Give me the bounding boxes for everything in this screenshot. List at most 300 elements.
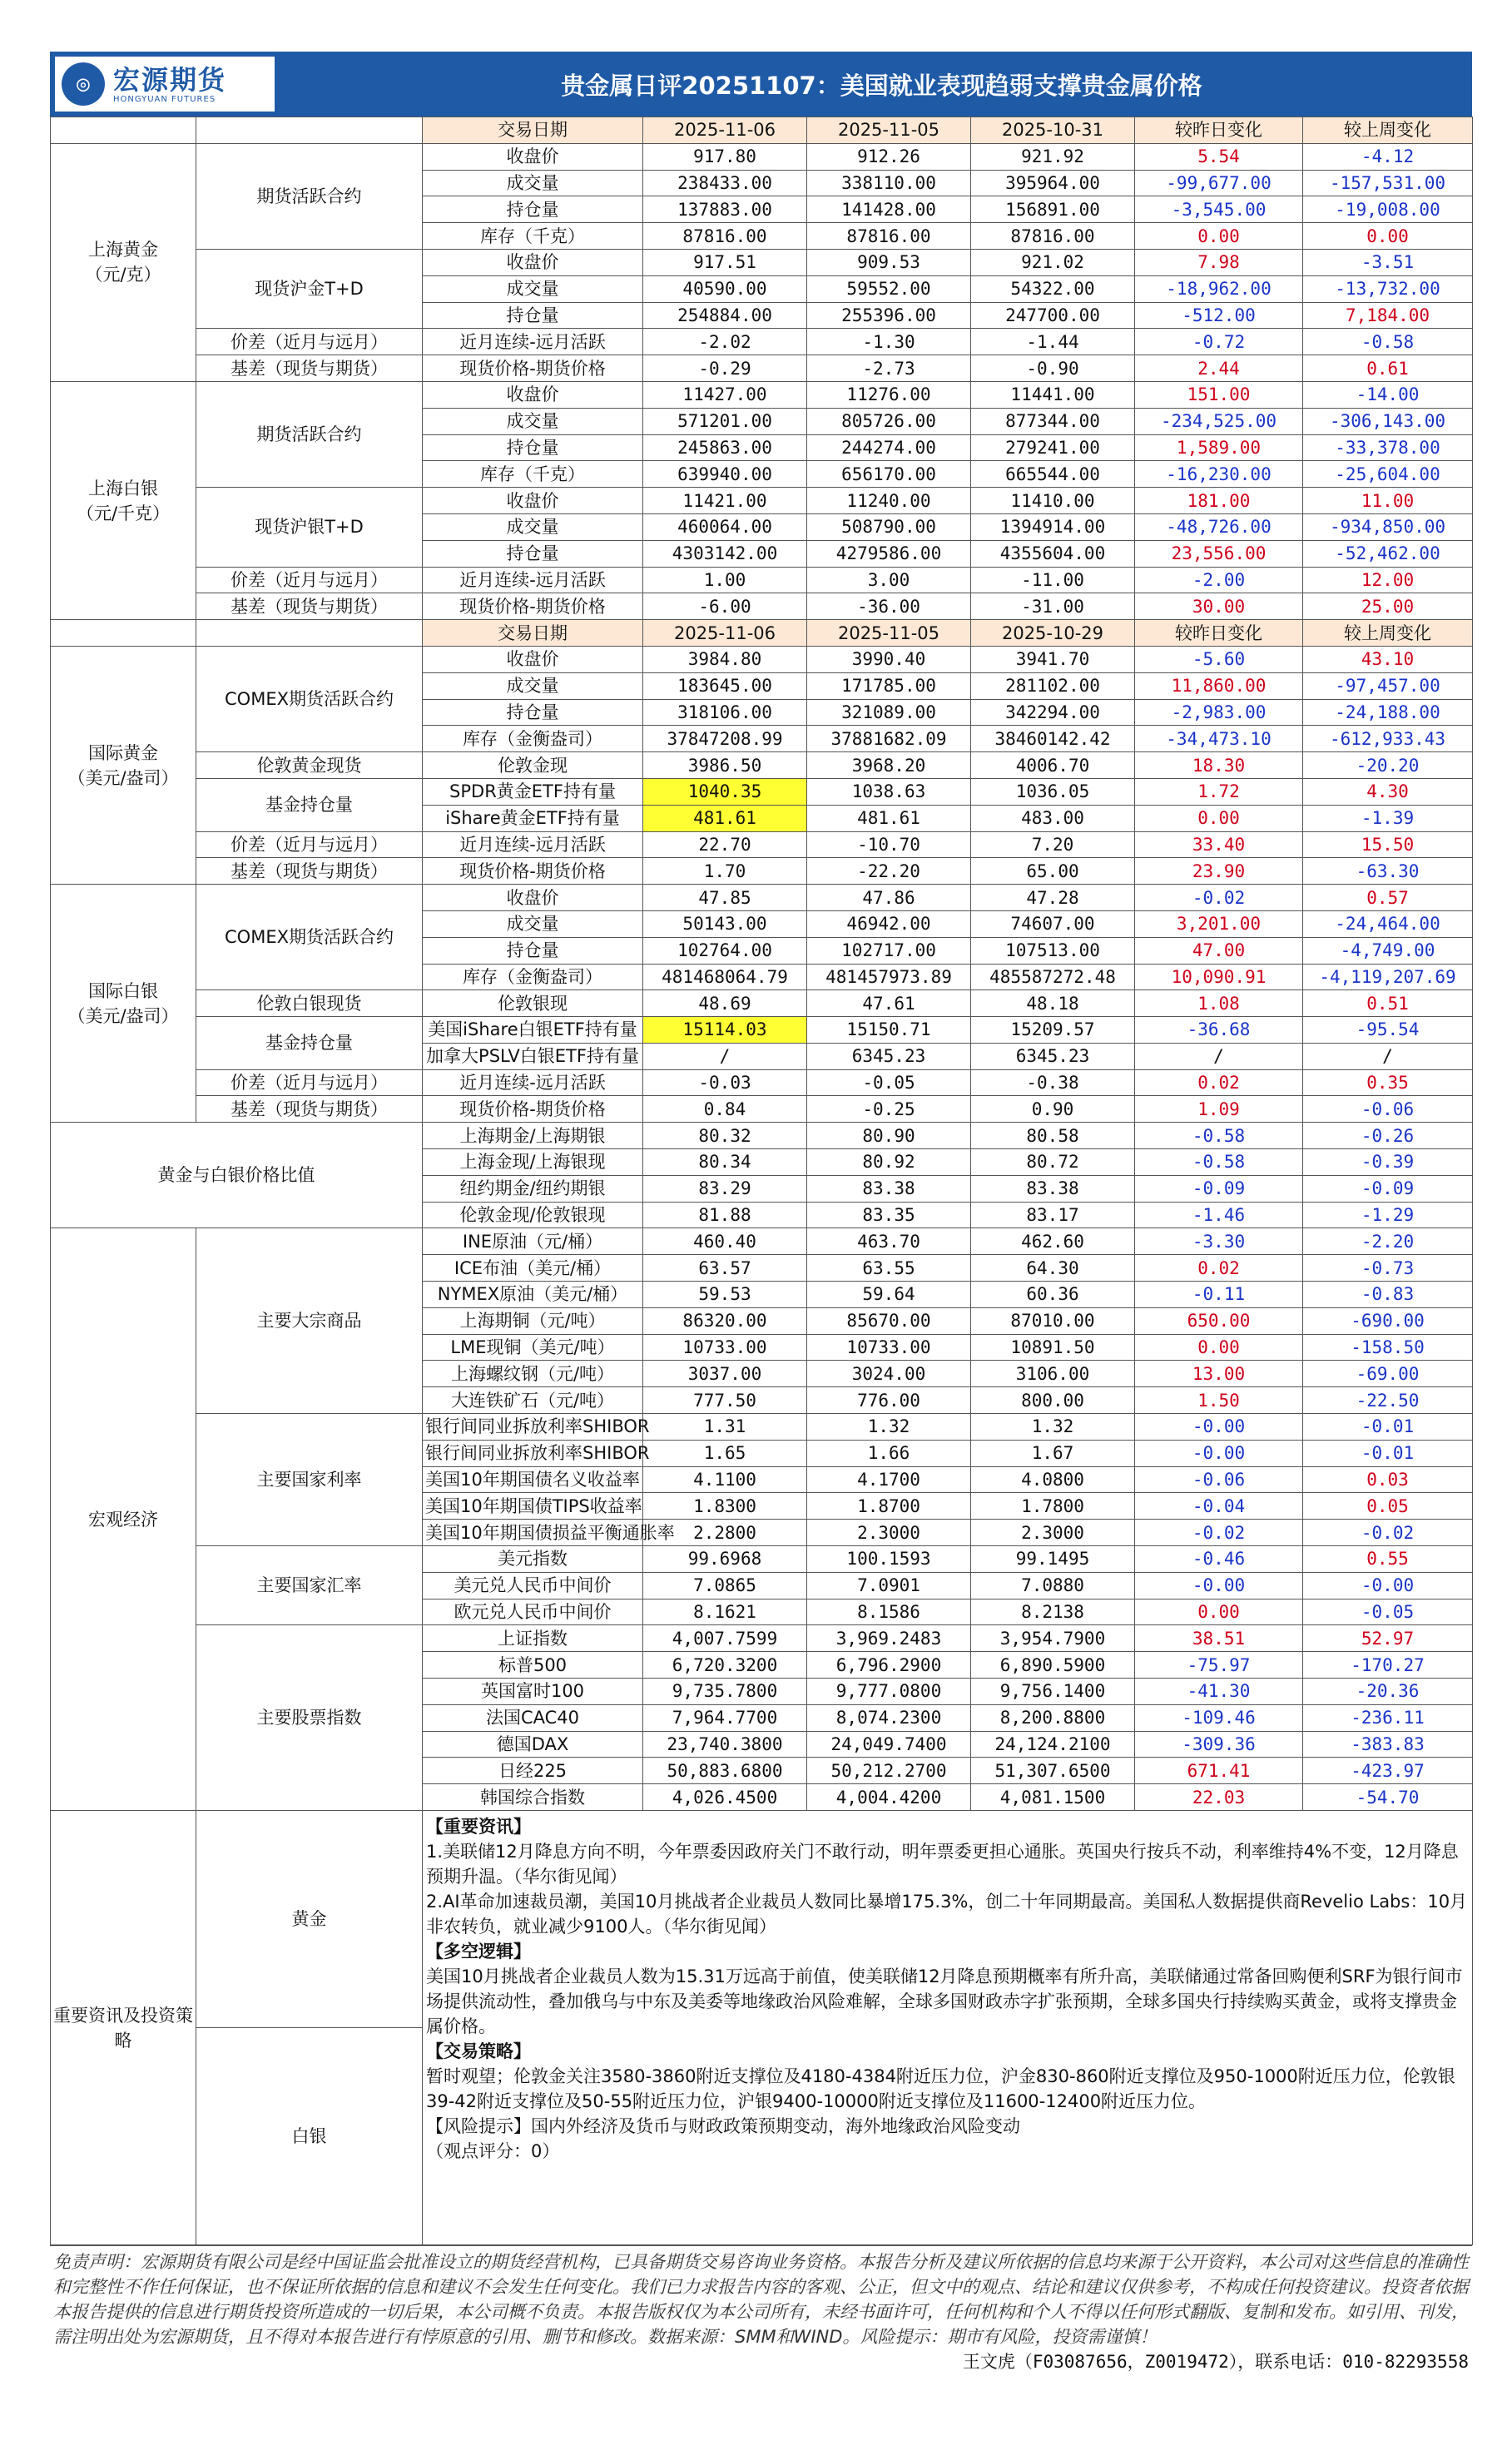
group-label: 价差（近月与远月） — [196, 831, 423, 858]
value-cell: 460.40 — [643, 1228, 807, 1255]
value-cell: 47.85 — [643, 885, 807, 911]
change-day-cell: 0.00 — [1135, 223, 1303, 250]
value-cell: 2.3000 — [807, 1520, 971, 1546]
change-day-cell: -0.04 — [1135, 1493, 1303, 1520]
region-label: 上海黄金 （元/克） — [51, 143, 196, 381]
group-label: 基差（现货与期货） — [196, 858, 423, 885]
value-cell: 11410.00 — [971, 488, 1135, 514]
value-cell: 64.30 — [971, 1255, 1135, 1282]
value-cell: -0.03 — [643, 1069, 807, 1096]
row-label: 近月连续-远月活跃 — [423, 567, 643, 593]
value-cell: 59552.00 — [807, 275, 971, 302]
value-cell: 47.28 — [971, 885, 1135, 911]
change-day-cell: 0.02 — [1135, 1069, 1303, 1096]
change-week-cell: -157,531.00 — [1303, 170, 1473, 196]
value-cell: -2.73 — [807, 355, 971, 382]
table-row — [51, 249, 1473, 275]
change-week-cell: -3.51 — [1303, 249, 1473, 275]
news-gold-label: 黄金 — [196, 1811, 423, 2028]
row-label: 上证指数 — [423, 1625, 643, 1652]
value-cell: 80.72 — [971, 1149, 1135, 1176]
change-day-cell: 1,589.00 — [1135, 434, 1303, 461]
row-label: 上海螺纹钢（元/吨） — [423, 1361, 643, 1387]
table-row — [51, 329, 1473, 355]
change-day-cell: 38.51 — [1135, 1625, 1303, 1652]
value-cell: -2.02 — [643, 329, 807, 355]
value-cell: 156891.00 — [971, 196, 1135, 223]
value-cell: 80.90 — [807, 1123, 971, 1149]
value-cell: 9,777.0800 — [807, 1679, 971, 1705]
value-cell: 4279586.00 — [807, 540, 971, 567]
table-row — [51, 1017, 1473, 1044]
value-cell: 24,124.2100 — [971, 1731, 1135, 1758]
group-label: 伦敦黄金现货 — [196, 752, 423, 779]
group-label: 基差（现货与期货） — [196, 1096, 423, 1123]
value-cell: 51,307.6500 — [971, 1758, 1135, 1784]
value-cell: 4,026.4500 — [643, 1784, 807, 1811]
news-silver-label: 白银 — [196, 2028, 423, 2245]
change-day-cell: -0.00 — [1135, 1440, 1303, 1466]
news-row — [51, 1811, 1473, 2028]
value-cell: 87816.00 — [971, 223, 1135, 250]
group-label: 价差（近月与远月） — [196, 329, 423, 355]
value-cell: 481457973.89 — [807, 964, 971, 990]
row-label: 现货价格-期货价格 — [423, 355, 643, 382]
change-week-cell: 0.03 — [1303, 1466, 1473, 1493]
change-week-cell: -25,604.00 — [1303, 461, 1473, 488]
row-label: 纽约期金/纽约期银 — [423, 1175, 643, 1202]
change-week-cell: -383.83 — [1303, 1731, 1473, 1758]
group-label: 期货活跃合约 — [196, 143, 423, 249]
row-label: 美国10年期国债名义收益率 — [423, 1466, 643, 1493]
table-row — [51, 381, 1473, 408]
header-spacer — [196, 117, 423, 144]
value-cell: 395964.00 — [971, 170, 1135, 196]
row-label: 持仓量 — [423, 699, 643, 726]
change-day-cell: -0.02 — [1135, 885, 1303, 911]
change-day-cell: -309.36 — [1135, 1731, 1303, 1758]
change-day-cell: 671.41 — [1135, 1758, 1303, 1784]
group-label: 主要国家汇率 — [196, 1546, 423, 1625]
change-week-cell: -0.06 — [1303, 1096, 1473, 1123]
change-day-cell: 30.00 — [1135, 593, 1303, 620]
value-cell: 80.32 — [643, 1123, 807, 1149]
value-cell: -0.29 — [643, 355, 807, 382]
value-cell: 776.00 — [807, 1387, 971, 1414]
row-label: 美国10年期国债损益平衡通胀率 — [423, 1520, 643, 1546]
value-cell: -36.00 — [807, 593, 971, 620]
table-row — [51, 858, 1473, 885]
price-table — [50, 117, 1473, 2245]
region-label: 国际白银 （美元/盎司） — [51, 885, 196, 1123]
change-week-cell: 12.00 — [1303, 567, 1473, 593]
group-label: 主要大宗商品 — [196, 1228, 423, 1414]
row-label: 成交量 — [423, 513, 643, 540]
row-label: 日经225 — [423, 1758, 643, 1784]
value-cell: 2.2800 — [643, 1520, 807, 1546]
change-day-cell: -0.00 — [1135, 1572, 1303, 1599]
row-label: 收盘价 — [423, 143, 643, 170]
value-cell: 83.17 — [971, 1202, 1135, 1228]
table-row — [51, 752, 1473, 779]
value-cell: 463.70 — [807, 1228, 971, 1255]
value-cell: 74607.00 — [971, 910, 1135, 937]
value-cell: 1040.35 — [643, 778, 807, 805]
group-label: COMEX期货活跃合约 — [196, 885, 423, 990]
value-cell: 83.38 — [807, 1175, 971, 1202]
row-label: LME现铜（美元/吨） — [423, 1334, 643, 1361]
value-cell: 244274.00 — [807, 434, 971, 461]
change-week-cell: -52,462.00 — [1303, 540, 1473, 567]
header-date-label: 交易日期 — [423, 620, 643, 647]
change-day-cell: 33.40 — [1135, 831, 1303, 858]
value-cell: 1.31 — [643, 1414, 807, 1441]
ratio-group-label: 黄金与白银价格比值 — [51, 1123, 423, 1228]
change-day-cell: 3,201.00 — [1135, 910, 1303, 937]
change-day-cell: 22.03 — [1135, 1784, 1303, 1811]
value-cell: 917.51 — [643, 249, 807, 275]
row-label: 银行间同业拆放利率SHIBOR — [423, 1414, 643, 1441]
group-label: 基差（现货与期货） — [196, 355, 423, 382]
change-day-cell: -0.11 — [1135, 1282, 1303, 1308]
value-cell: 485587272.48 — [971, 964, 1135, 990]
value-cell: 4.1700 — [807, 1466, 971, 1493]
row-label: 德国DAX — [423, 1731, 643, 1758]
news-text — [423, 1811, 1473, 2245]
change-week-cell: -306,143.00 — [1303, 408, 1473, 434]
author-contact: 王文虎（F03087656，Z0019472），联系电话：010-82293558 — [962, 2352, 1469, 2372]
change-week-cell: -13,732.00 — [1303, 275, 1473, 302]
news-line: 【交易策略】 — [426, 2041, 531, 2061]
news-line: （观点评分：0） — [426, 2141, 560, 2161]
value-cell: 8,074.2300 — [807, 1704, 971, 1731]
row-label: 近月连续-远月活跃 — [423, 329, 643, 355]
change-day-cell: -0.00 — [1135, 1414, 1303, 1441]
header-change-week: 较上周变化 — [1303, 620, 1473, 647]
value-cell: 23,740.3800 — [643, 1731, 807, 1758]
row-label: 标普500 — [423, 1652, 643, 1679]
value-cell: 4,007.7599 — [643, 1625, 807, 1652]
change-week-cell: 25.00 — [1303, 593, 1473, 620]
change-day-cell: 1.08 — [1135, 990, 1303, 1017]
row-label: 成交量 — [423, 275, 643, 302]
change-week-cell: -24,188.00 — [1303, 699, 1473, 726]
row-label: 持仓量 — [423, 302, 643, 329]
change-week-cell: -97,457.00 — [1303, 672, 1473, 699]
change-week-cell: -69.00 — [1303, 1361, 1473, 1387]
change-day-cell: / — [1135, 1043, 1303, 1069]
value-cell: 3968.20 — [807, 752, 971, 779]
header-date-1: 2025-11-06 — [643, 620, 807, 647]
table-row — [51, 1123, 1473, 1149]
group-label: 基差（现货与期货） — [196, 593, 423, 620]
value-cell: 10891.50 — [971, 1334, 1135, 1361]
row-label: 收盘价 — [423, 488, 643, 514]
row-label: 美国iShare白银ETF持有量 — [423, 1017, 643, 1044]
value-cell: 83.38 — [971, 1175, 1135, 1202]
change-day-cell: 0.02 — [1135, 1255, 1303, 1282]
value-cell: 1.32 — [971, 1414, 1135, 1441]
change-week-cell: -4,119,207.69 — [1303, 964, 1473, 990]
value-cell: / — [643, 1043, 807, 1069]
value-cell: -10.70 — [807, 831, 971, 858]
change-day-cell: -48,726.00 — [1135, 513, 1303, 540]
row-label: NYMEX原油（美元/桶） — [423, 1282, 643, 1308]
value-cell: 508790.00 — [807, 513, 971, 540]
date-header-row — [51, 620, 1473, 647]
value-cell: 80.92 — [807, 1149, 971, 1176]
table-row — [51, 1546, 1473, 1573]
value-cell: 800.00 — [971, 1387, 1135, 1414]
value-cell: 3984.80 — [643, 646, 807, 672]
table-row — [51, 831, 1473, 858]
group-label: 价差（近月与远月） — [196, 1069, 423, 1096]
value-cell: 48.69 — [643, 990, 807, 1017]
value-cell: 1038.63 — [807, 778, 971, 805]
row-label: 成交量 — [423, 408, 643, 434]
value-cell: 877344.00 — [971, 408, 1135, 434]
change-week-cell: -33,378.00 — [1303, 434, 1473, 461]
change-day-cell: -3,545.00 — [1135, 196, 1303, 223]
table-row — [51, 1228, 1473, 1255]
change-day-cell: -234,525.00 — [1135, 408, 1303, 434]
change-week-cell: 0.61 — [1303, 355, 1473, 382]
row-label: 伦敦金现 — [423, 752, 643, 779]
change-week-cell: 0.57 — [1303, 885, 1473, 911]
value-cell: 321089.00 — [807, 699, 971, 726]
value-cell: 87816.00 — [643, 223, 807, 250]
value-cell: 107513.00 — [971, 937, 1135, 964]
table-row — [51, 488, 1473, 514]
value-cell: 6,796.2900 — [807, 1652, 971, 1679]
value-cell: 7.20 — [971, 831, 1135, 858]
value-cell: 4,081.1500 — [971, 1784, 1135, 1811]
table-row — [51, 593, 1473, 620]
value-cell: 9,735.7800 — [643, 1679, 807, 1705]
row-label: INE原油（元/桶） — [423, 1228, 643, 1255]
change-week-cell: -24,464.00 — [1303, 910, 1473, 937]
value-cell: 3986.50 — [643, 752, 807, 779]
group-label: 现货沪银T+D — [196, 488, 423, 567]
value-cell: 7.0880 — [971, 1572, 1135, 1599]
value-cell: 342294.00 — [971, 699, 1135, 726]
row-label: 伦敦金现/伦敦银现 — [423, 1202, 643, 1228]
change-day-cell: 10,090.91 — [1135, 964, 1303, 990]
value-cell: 8.1621 — [643, 1599, 807, 1625]
table-row — [51, 778, 1473, 805]
change-week-cell: -0.09 — [1303, 1175, 1473, 1202]
row-label: 上海期金/上海期银 — [423, 1123, 643, 1149]
value-cell: 50,212.2700 — [807, 1758, 971, 1784]
change-week-cell: -690.00 — [1303, 1307, 1473, 1334]
row-label: 收盘价 — [423, 885, 643, 911]
value-cell: 85670.00 — [807, 1307, 971, 1334]
value-cell: 47.61 — [807, 990, 971, 1017]
row-label: 库存（千克） — [423, 461, 643, 488]
region-label: 国际黄金 （美元/盎司） — [51, 646, 196, 884]
value-cell: 4,004.4200 — [807, 1784, 971, 1811]
row-label: 库存（千克） — [423, 223, 643, 250]
row-label: 库存（金衡盎司） — [423, 726, 643, 752]
change-week-cell: 43.10 — [1303, 646, 1473, 672]
change-day-cell: -18,962.00 — [1135, 275, 1303, 302]
value-cell: 1.70 — [643, 858, 807, 885]
logo-cn-text: 宏源期货 — [113, 63, 227, 96]
row-label: 收盘价 — [423, 249, 643, 275]
value-cell: 11421.00 — [643, 488, 807, 514]
change-day-cell: 23.90 — [1135, 858, 1303, 885]
value-cell: 1.32 — [807, 1414, 971, 1441]
value-cell: 87010.00 — [971, 1307, 1135, 1334]
value-cell: 2.3000 — [971, 1520, 1135, 1546]
value-cell: 6,720.3200 — [643, 1652, 807, 1679]
logo-mark-icon: ◎ — [62, 62, 105, 106]
value-cell: 40590.00 — [643, 275, 807, 302]
change-day-cell: 151.00 — [1135, 381, 1303, 408]
value-cell: 917.80 — [643, 143, 807, 170]
change-week-cell: -63.30 — [1303, 858, 1473, 885]
value-cell: 3.00 — [807, 567, 971, 593]
group-label: COMEX期货活跃合约 — [196, 646, 423, 751]
value-cell: 83.35 — [807, 1202, 971, 1228]
report-title: 贵金属日评20251107：美国就业表现趋弱支撑贵金属价格 — [561, 71, 1202, 100]
change-week-cell: -1.29 — [1303, 1202, 1473, 1228]
value-cell: 4355604.00 — [971, 540, 1135, 567]
value-cell: 10733.00 — [643, 1334, 807, 1361]
change-week-cell: 52.97 — [1303, 1625, 1473, 1652]
value-cell: 10733.00 — [807, 1334, 971, 1361]
value-cell: 86320.00 — [643, 1307, 807, 1334]
row-label: 现货价格-期货价格 — [423, 858, 643, 885]
change-week-cell: -95.54 — [1303, 1017, 1473, 1044]
change-day-cell: -16,230.00 — [1135, 461, 1303, 488]
change-day-cell: 650.00 — [1135, 1307, 1303, 1334]
value-cell: 462.60 — [971, 1228, 1135, 1255]
row-label: 英国富时100 — [423, 1679, 643, 1705]
change-day-cell: -512.00 — [1135, 302, 1303, 329]
change-week-cell: -170.27 — [1303, 1652, 1473, 1679]
value-cell: 11441.00 — [971, 381, 1135, 408]
value-cell: 1394914.00 — [971, 513, 1135, 540]
value-cell: 65.00 — [971, 858, 1135, 885]
value-cell: 777.50 — [643, 1387, 807, 1414]
value-cell: -0.25 — [807, 1096, 971, 1123]
value-cell: 3024.00 — [807, 1361, 971, 1387]
change-day-cell: -36.68 — [1135, 1017, 1303, 1044]
row-label: 美元指数 — [423, 1546, 643, 1573]
value-cell: 80.34 — [643, 1149, 807, 1176]
change-day-cell: 181.00 — [1135, 488, 1303, 514]
value-cell: 81.88 — [643, 1202, 807, 1228]
value-cell: 54322.00 — [971, 275, 1135, 302]
group-label: 现货沪金T+D — [196, 249, 423, 328]
table-row — [51, 885, 1473, 911]
value-cell: -0.38 — [971, 1069, 1135, 1096]
row-label: 美国10年期国债TIPS收益率 — [423, 1493, 643, 1520]
row-label: 持仓量 — [423, 196, 643, 223]
row-label: 上海金现/上海银现 — [423, 1149, 643, 1176]
row-label: 近月连续-远月活跃 — [423, 1069, 643, 1096]
change-day-cell: 5.54 — [1135, 143, 1303, 170]
value-cell: 1.67 — [971, 1440, 1135, 1466]
value-cell: 38460142.42 — [971, 726, 1135, 752]
value-cell: 921.92 — [971, 143, 1135, 170]
change-week-cell: 0.00 — [1303, 223, 1473, 250]
change-week-cell: -4,749.00 — [1303, 937, 1473, 964]
table-row — [51, 1414, 1473, 1441]
header-date-1: 2025-11-06 — [643, 117, 807, 144]
value-cell: 4006.70 — [971, 752, 1135, 779]
change-week-cell: -20.20 — [1303, 752, 1473, 779]
value-cell: 4.1100 — [643, 1466, 807, 1493]
value-cell: 571201.00 — [643, 408, 807, 434]
value-cell: 22.70 — [643, 831, 807, 858]
value-cell: 137883.00 — [643, 196, 807, 223]
value-cell: 15114.03 — [643, 1017, 807, 1044]
header-date-2: 2025-11-05 — [807, 620, 971, 647]
row-label: 库存（金衡盎司） — [423, 964, 643, 990]
header-date-2: 2025-11-05 — [807, 117, 971, 144]
change-week-cell: -0.00 — [1303, 1572, 1473, 1599]
value-cell: 656170.00 — [807, 461, 971, 488]
value-cell: 6345.23 — [807, 1043, 971, 1069]
value-cell: 255396.00 — [807, 302, 971, 329]
change-day-cell: 1.50 — [1135, 1387, 1303, 1414]
value-cell: 921.02 — [971, 249, 1135, 275]
company-logo — [55, 57, 275, 112]
change-week-cell: 15.50 — [1303, 831, 1473, 858]
value-cell: 6345.23 — [971, 1043, 1135, 1069]
change-week-cell: 11.00 — [1303, 488, 1473, 514]
value-cell: 102717.00 — [807, 937, 971, 964]
news-line: 1.美联储12月降息方向不明，今年票委因政府关门不敢行动，明年票委更担心通胀。英国央行按兵不动，利率维持4%不变，12月降息预期升温。（华尔街见闻） — [426, 1842, 1459, 1887]
value-cell: 8,200.8800 — [971, 1704, 1135, 1731]
change-week-cell: -0.01 — [1303, 1440, 1473, 1466]
group-label: 伦敦白银现货 — [196, 990, 423, 1017]
value-cell: 102764.00 — [643, 937, 807, 964]
value-cell: 318106.00 — [643, 699, 807, 726]
value-cell: 183645.00 — [643, 672, 807, 699]
group-label: 基金持仓量 — [196, 1017, 423, 1070]
date-header-row — [51, 117, 1473, 144]
row-label: 银行间同业拆放利率SHIBOR — [423, 1440, 643, 1466]
row-label: 韩国综合指数 — [423, 1784, 643, 1811]
change-day-cell: -3.30 — [1135, 1228, 1303, 1255]
value-cell: 99.1495 — [971, 1546, 1135, 1573]
change-week-cell: / — [1303, 1043, 1473, 1069]
value-cell: 1036.05 — [971, 778, 1135, 805]
value-cell: 0.90 — [971, 1096, 1135, 1123]
row-label: 持仓量 — [423, 434, 643, 461]
change-week-cell: -236.11 — [1303, 1704, 1473, 1731]
value-cell: 3037.00 — [643, 1361, 807, 1387]
value-cell: 11276.00 — [807, 381, 971, 408]
change-week-cell: -934,850.00 — [1303, 513, 1473, 540]
row-label: 近月连续-远月活跃 — [423, 831, 643, 858]
news-region-label: 重要资讯及投资策略 — [51, 1811, 196, 2245]
value-cell: 11427.00 — [643, 381, 807, 408]
row-label: 成交量 — [423, 170, 643, 196]
change-day-cell: 0.00 — [1135, 805, 1303, 831]
news-line: 【多空逻辑】 — [426, 1942, 531, 1962]
value-cell: -6.00 — [643, 593, 807, 620]
row-label: 大连铁矿石（元/吨） — [423, 1387, 643, 1414]
header-change-day: 较昨日变化 — [1135, 117, 1303, 144]
row-label: ICE布油（美元/桶） — [423, 1255, 643, 1282]
row-label: SPDR黄金ETF持有量 — [423, 778, 643, 805]
value-cell: 8.2138 — [971, 1599, 1135, 1625]
header-spacer — [51, 117, 196, 144]
